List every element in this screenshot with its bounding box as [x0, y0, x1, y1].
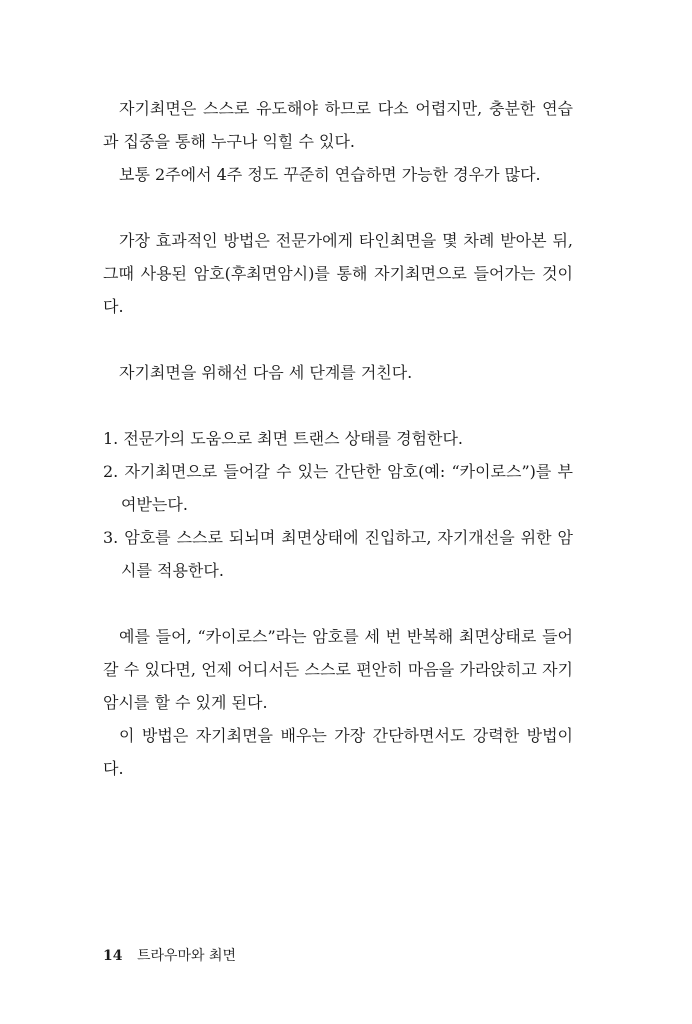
paragraph-gap [103, 191, 573, 224]
paragraph-conclusion: 이 방법은 자기최면을 배우는 가장 간단하면서도 강력한 방법이다. [103, 726, 573, 778]
page-number: 14 [103, 948, 123, 964]
list-item: 2. 자기최면으로 들어갈 수 있는 간단한 암호(예: “카이로스”)를 부여받는다. [103, 462, 573, 514]
paragraph-gap [103, 587, 573, 620]
paragraph-practice: 자기최면은 스스로 유도해야 하므로 다소 어렵지만, 충분한 연습과 집중을 통해 누구나 익힐 수 있다. [103, 99, 573, 151]
paragraph-example: 예를 들어, “카이로스”라는 암호를 세 번 반복해 최면상태로 들어갈 수 있다면, 언제 어디서든 스스로 편안히 마음을 가라앉히고 자기암시를 할 수 있게 된다. [103, 627, 573, 712]
steps-list [103, 422, 573, 587]
page-body [103, 92, 573, 785]
paragraph-steps-intro: 자기최면을 위해선 다음 세 단계를 거친다. [119, 363, 413, 382]
list-item: 3. 암호를 스스로 되뇌며 최면상태에 진입하고, 자기개선을 위한 암시를 적용한다. [103, 528, 573, 580]
paragraph-gap [103, 323, 573, 356]
paragraph-duration: 보통 2주에서 4주 정도 꾸준히 연습하면 가능한 경우가 많다. [119, 165, 541, 184]
running-title: 트라우마와 최면 [136, 948, 237, 964]
paragraph-gap [103, 389, 573, 422]
list-item: 1. 전문가의 도움으로 최면 트랜스 상태를 경험한다. [103, 429, 463, 448]
paragraph-method: 가장 효과적인 방법은 전문가에게 타인최면을 몇 차례 받아본 뒤, 그때 사용된 암호(후최면암시)를 통해 자기최면으로 들어가는 것이다. [103, 231, 573, 316]
page-footer [103, 944, 236, 968]
